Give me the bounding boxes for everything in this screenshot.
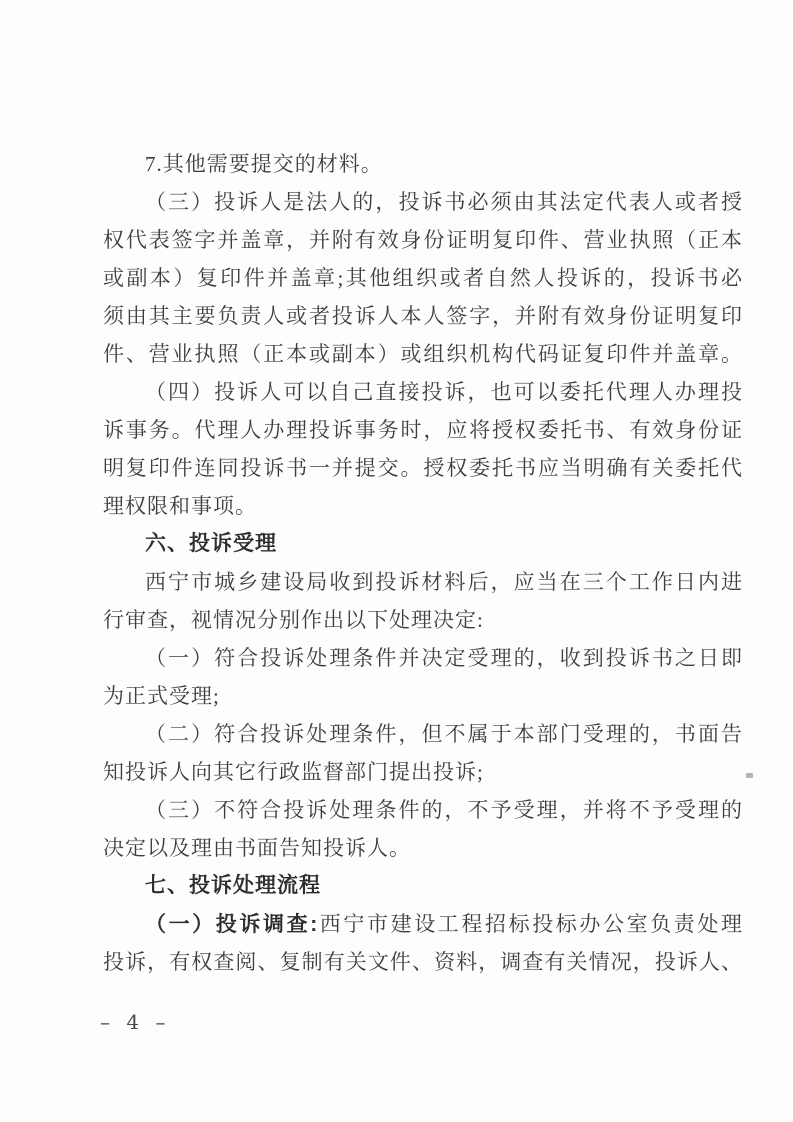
paragraph-lead: （一）投诉调查: (145, 913, 319, 936)
document-line (103, 905, 743, 943)
document-line: （二）符合投诉处理条件，但不属于本部门受理的，书面告 (145, 722, 743, 746)
document-line: 行审查，视情况分别作出以下处理决定: (103, 608, 484, 632)
document-line: （三）投诉人是法人的，投诉书必须由其法定代表人或者授 (145, 190, 743, 214)
document-line: 知投诉人向其它行政监督部门提出投诉; (103, 760, 484, 784)
document-line: 明复印件连同投诉书一并提交。授权委托书应当明确有关委托代 (103, 456, 743, 480)
document-line: 投诉，有权查阅、复制有关文件、资料，调查有关情况，投诉人、 (103, 950, 743, 974)
document-line: 权代表签字并盖章，并附有效身份证明复印件、营业执照（正本 (103, 228, 743, 252)
document-line: 诉事务。代理人办理投诉事务时，应将授权委托书、有效身份证 (103, 418, 743, 442)
section-heading: 七、投诉处理流程 (145, 874, 321, 897)
document-line: （一）符合投诉处理条件并决定受理的，收到投诉书之日即 (145, 646, 743, 670)
document-line: 件、营业执照（正本或副本）或组织机构代码证复印件并盖章。 (103, 342, 743, 366)
paragraph-lead-rest: 西宁市建设工程招标投标办公室负责处理 (318, 912, 743, 936)
document-line: （四）投诉人可以自己直接投诉，也可以委托代理人办理投 (145, 380, 743, 404)
section-heading: 六、投诉受理 (145, 532, 277, 555)
document-line: 须由其主要负责人或者投诉人本人签字，并附有效身份证明复印 (103, 304, 743, 328)
document-line: 西宁市城乡建设局收到投诉材料后，应当在三个工作日内进 (145, 570, 743, 594)
document-line: 或副本）复印件并盖章;其他组织或者自然人投诉的，投诉书必 (103, 266, 743, 290)
document-text-block (103, 145, 743, 981)
scan-artifact-speck (746, 773, 753, 778)
document-line: 理权限和事项。 (103, 494, 257, 518)
document-line: 7.其他需要提交的材料。 (145, 152, 383, 176)
document-line: 为正式受理; (103, 684, 220, 708)
document-line: 决定以及理由书面告知投诉人。 (103, 836, 411, 860)
document-line: （三）不符合投诉处理条件的，不予受理，并将不予受理的 (145, 798, 743, 822)
page-number: – 4 – (100, 1010, 171, 1034)
